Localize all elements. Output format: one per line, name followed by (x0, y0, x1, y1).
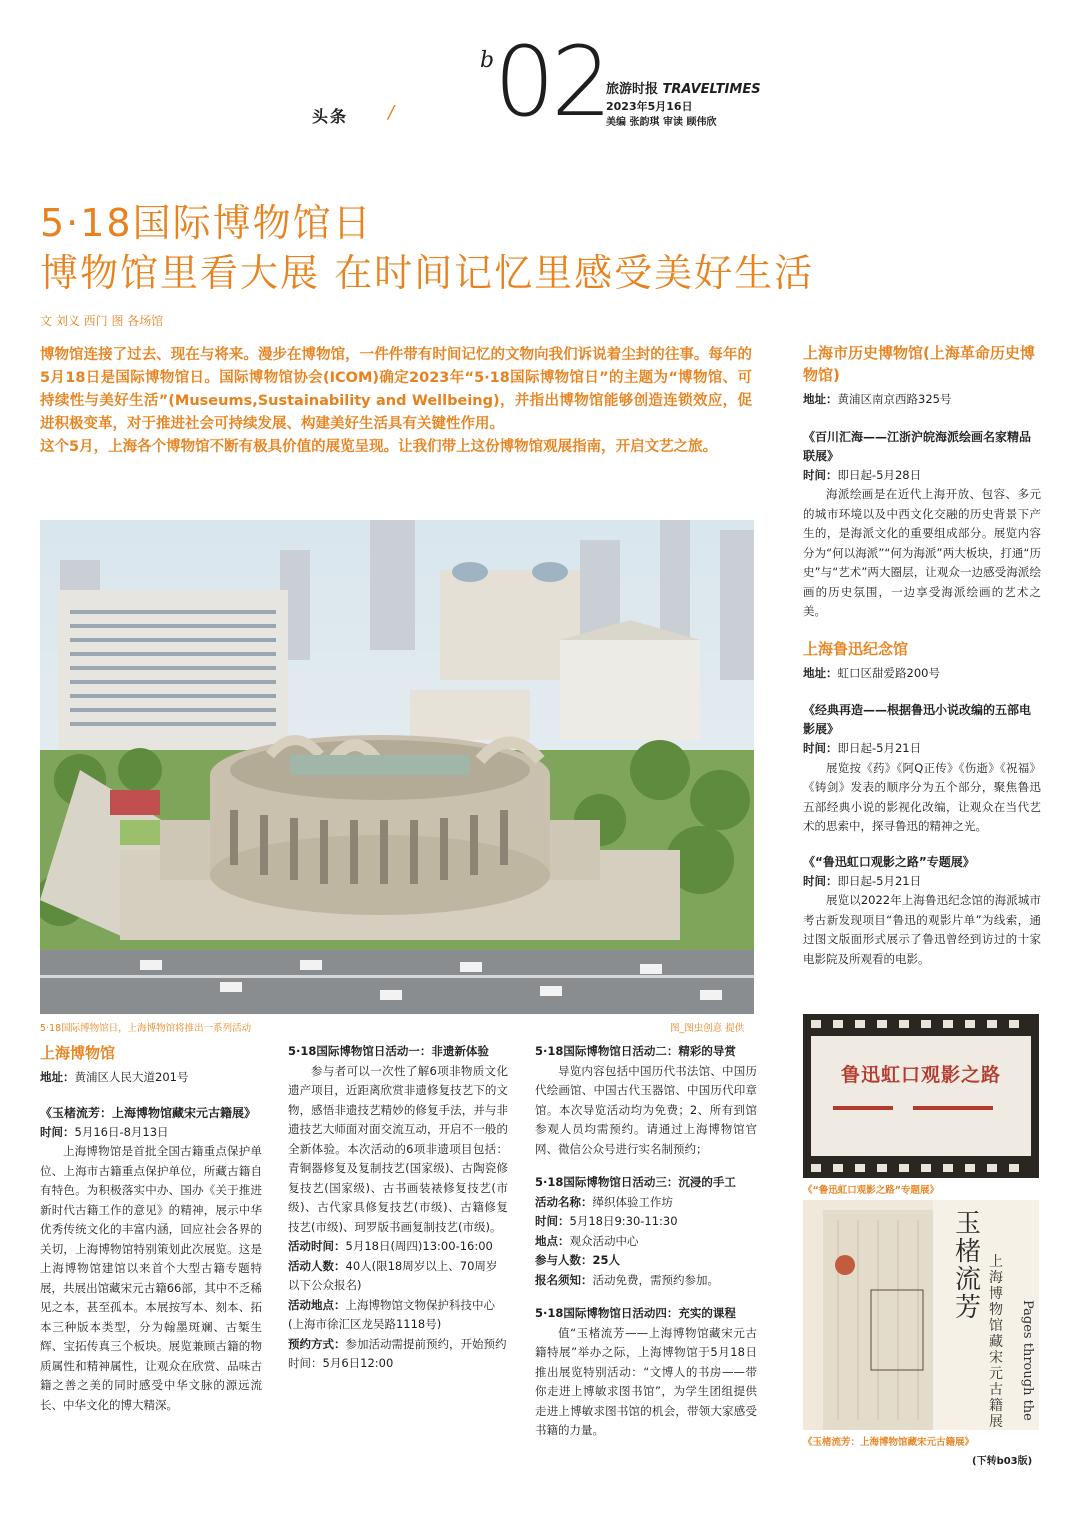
activity-1-booking-value: 参加活动需提前预约，开始预约时间：5月6日12:00 (288, 1336, 507, 1370)
activity-1-place-value: 上海博物馆文物保护科技中心(上海市徐汇区龙吴路1118号) (288, 1297, 495, 1331)
headline-line-1: 5·18国际博物馆日 (40, 201, 373, 245)
activity-1-count-value: 40人(限18周岁以上、70周岁以下公众报名) (288, 1258, 498, 1292)
activity-3-count-value: 25人 (592, 1253, 621, 1267)
activity-3-count-label: 参与人数： (535, 1253, 593, 1267)
activity-3-name (535, 1193, 757, 1213)
activity-1-place (288, 1296, 508, 1335)
activity-1-booking (288, 1335, 508, 1374)
luxun-exhibition-2-time (803, 872, 1041, 892)
photo-caption: 5·18国际博物馆日，上海博物馆将推出一系列活动 (40, 1023, 252, 1034)
museum-photo (40, 520, 754, 1014)
activity-1-title: 5·18国际博物馆日活动一：非遗新体验 (288, 1044, 489, 1058)
history-time-value: 即日起-5月28日 (837, 467, 922, 482)
activity-1-body: 参与者可以一次性了解6项非物质文化遗产项目，近距离欣赏非遗修复技艺下的文物，感悟非遗技艺精妙的修复手法，并与非遗技艺大师面对面交流互动，开启不一般的全新体验。本次活动的6项非遗项目包括：青铜器修复及复制技艺(国家级)、古陶瓷修复技艺(国家级)、古书画装裱修复技艺(市级)、古代家具修复技艺(市级)、古籍修复技艺(市级)、珂罗版书画复制技艺(市级)。 (288, 1063, 508, 1234)
poster-2-subtitle: 上海博物馆藏宋元古籍展 (989, 1254, 1003, 1430)
activity-3-count (535, 1251, 757, 1271)
lead-paragraph-1: 博物馆连接了过去、现在与将来。漫步在博物馆，一件件带有时间记忆的文物向我们诉说着尘封的往事。每年的5月18日是国际博物馆日。国际博物馆协会(ICOM)确定2023年“5·18国际博物馆日”的主题为“博物馆、可持续性与美好生活”(Museums,Sustainability and Wellbeing)，并指出博物馆能够创造连锁效应，促进积极变革，对于推进社会可持续发展、构建美好生活具有关键性作用。 (40, 347, 752, 432)
museum-photo-illustration (40, 520, 754, 1014)
luxun-exhibition-2-body: 展览以2022年上海鲁迅纪念馆的海派城市考古新发现项目“鲁迅的观影片单”为线索，通过图文版面形式展示了鲁迅曾经到访过的十家电影院及所观看的电影。 (803, 893, 1041, 966)
activity-1-time (288, 1237, 508, 1257)
activity-3-time-label: 时间： (535, 1214, 570, 1228)
luxun-museum-title: 上海鲁迅纪念馆 (803, 639, 909, 658)
history-museum-title: 上海市历史博物馆(上海革命历史博物馆) (803, 344, 1035, 384)
activity-4-title: 5·18国际博物馆日活动四：充实的课程 (535, 1306, 736, 1320)
exhibition-title: 《玉楮流芳：上海博物馆藏宋元古籍展》 (40, 1105, 257, 1120)
history-time-label: 时间： (803, 467, 838, 482)
paper-name-cn: 旅游时报 (606, 82, 659, 97)
lead-paragraph-2: 这个5月，上海各个博物馆不断有极具价值的展览呈现。让我们带上这份博物馆观展指南，开启文艺之旅。 (40, 439, 718, 455)
film-strip-illustration (803, 1014, 1039, 1178)
history-exhibition-time (803, 466, 1041, 486)
history-museum-address (803, 390, 1041, 410)
editor-credits: 美编 张韵琪 审读 顾伟欣 (606, 117, 717, 128)
activity-1-booking-label: 预约方式： (288, 1336, 346, 1351)
paper-name (606, 78, 761, 97)
continued-note: (下转b03版) (972, 1456, 1033, 1467)
luxun-museum-address (803, 664, 1041, 684)
history-exhibition-body: 海派绘画是在近代上海开放、包容、多元的城市环境以及中西文化交融的历史背景下产生的，是海派文化的重要组成部分。展览内容分为“何以海派”“何为海派”两大板块，打通“历史”与“艺术”两大圈层，让观众一边感受海派绘画的历史氛围，一边享受海派绘画的艺术之美。 (803, 487, 1041, 618)
poster-1-title: 鲁迅虹口观影之路 (840, 1064, 1001, 1086)
activity-2-title: 5·18国际博物馆日活动二：精彩的导赏 (535, 1044, 736, 1058)
museum-title: 上海博物馆 (40, 1044, 116, 1062)
activity-4-body: 值“玉楮流芳——上海博物馆藏宋元古籍特展”举办之际，上海博物馆于5月18日推出展览特别活动：“文博人的书房——带你走进上博敏求图书馆”，为学生团组提供走进上博敏求图书馆的机会，带领大家感受书籍的力量。 (535, 1325, 757, 1437)
activity-3-name-label: 活动名称： (535, 1194, 593, 1209)
activity-3-note-value: 活动免费，需预约参加。 (592, 1272, 719, 1287)
activity-3-place (535, 1232, 757, 1252)
address-value: 黄浦区人民大道201号 (74, 1070, 189, 1084)
activity-3-note-label: 报名须知： (535, 1272, 593, 1287)
activity-1-time-value: 5月18日(周四)13:00-16:00 (345, 1239, 493, 1253)
luxun-time-2-label: 时间： (803, 873, 838, 888)
paper-name-en: TRAVELTIMES (662, 82, 761, 97)
luxun-exhibition-1-body: 展览按《药》《阿Q正传》《伤逝》《祝福》《铸剑》发表的顺序分为五个部分，聚焦鲁迅五部经典小说的影视化改编，让观众在当代艺术的思索中，探寻鲁迅的精神之光。 (803, 760, 1041, 833)
page-number: 02 (494, 26, 609, 138)
section-label: 头条 (312, 107, 349, 126)
activity-2-body: 导览内容包括中国历代书法馆、中国历代绘画馆、中国古代玉器馆、中国历代印章馆。本次导览活动均为免费；2、所有到馆参观人员均需预约。请通过上海博物馆官网、微信公众号进行实名制预约； (535, 1063, 757, 1156)
activity-3-note (535, 1271, 757, 1291)
history-exhibition-title: 《百川汇海——江浙沪皖海派绘画名家精品联展》 (803, 429, 1032, 463)
column-activity-1 (288, 1042, 508, 1374)
column-right-museums (803, 342, 1041, 969)
ancient-books-poster (803, 1200, 1039, 1430)
activity-3-place-label: 地点： (535, 1233, 570, 1248)
column-shanghai-museum (40, 1042, 262, 1415)
history-address-value: 黄浦区南京西路325号 (837, 392, 952, 406)
address-label: 地址： (40, 1070, 75, 1084)
activity-3-title: 5·18国际博物馆日活动三：沉浸的手工 (535, 1175, 736, 1189)
page-prefix: b (480, 48, 495, 73)
issue-date: 2023年5月16日 (606, 100, 693, 113)
photo-credit: 图_图虫创意 提供 (670, 1023, 745, 1034)
activity-1-place-label: 活动地点： (288, 1297, 346, 1312)
luxun-exhibition-2-title: 《“鲁迅虹口观影之路”专题展》 (803, 854, 975, 869)
poster-2-caption: 《玉楮流芳：上海博物馆藏宋元古籍展》 (803, 1437, 975, 1448)
poster-2-english: Pages through the (1020, 1300, 1035, 1421)
exhibition-body: 上海博物馆是首批全国古籍重点保护单位、上海市古籍重点保护单位，所藏古籍自有特色。为积极落实中办、国办《关于推进新时代古籍工作的意见》的精神，展示中华优秀传统文化的丰富内涵，回应社会各界的关切，上海博物馆特别策划此次展览。这是上海博物馆建馆以来首个大型古籍专题特展，共展出馆藏宋元古籍66部，其中不乏稀见之本，甚至孤本。本展按写本、刻本、拓本三种版本类型，分为翰墨斑斓、古椠生辉、宝拓传真三个板块。展览兼顾古籍的物质属性和精神属性，让观众在欣赏、品味古籍之善之美的同时感受中华文脉的源远流长、中华文化的博大精深。 (40, 1144, 262, 1412)
column-activities-2-4 (535, 1042, 757, 1441)
luxun-time-1-label: 时间： (803, 741, 838, 755)
poster-1-caption: 《“鲁迅虹口观影之路”专题展》 (803, 1185, 939, 1196)
activity-1-count-label: 活动人数： (288, 1258, 346, 1273)
byline: 文 刘义 西门 图 各场馆 (40, 314, 164, 328)
activity-3-time-value: 5月18日9:30-11:30 (569, 1214, 678, 1228)
luxun-film-poster (803, 1014, 1039, 1178)
activity-3-time (535, 1212, 757, 1232)
activity-3-name-value: 缂织体验工作坊 (592, 1194, 673, 1209)
time-value: 5月16日-8月13日 (74, 1124, 169, 1139)
exhibition-time (40, 1123, 262, 1143)
luxun-time-2-value: 即日起-5月21日 (837, 873, 922, 888)
luxun-address-label: 地址： (803, 665, 838, 680)
section-slash: / (388, 102, 395, 123)
activity-3-place-value: 观众活动中心 (569, 1233, 639, 1248)
luxun-exhibition-1-title: 《经典再造——根据鲁迅小说改编的五部电影展》 (803, 703, 1032, 736)
headline-line-2: 博物馆里看大展 在时间记忆里感受美好生活 (40, 251, 815, 295)
time-label: 时间： (40, 1124, 75, 1139)
luxun-address-value: 虹口区甜爱路200号 (837, 665, 940, 680)
history-address-label: 地址： (803, 392, 838, 406)
poster-2-title: 玉楮流芳 (954, 1209, 981, 1323)
luxun-time-1-value: 即日起-5月21日 (837, 741, 922, 755)
lead-paragraphs (40, 344, 752, 459)
activity-1-count (288, 1257, 508, 1296)
activity-1-time-label: 活动时间： (288, 1239, 346, 1253)
museum-address (40, 1068, 262, 1088)
luxun-exhibition-1-time (803, 739, 1041, 759)
